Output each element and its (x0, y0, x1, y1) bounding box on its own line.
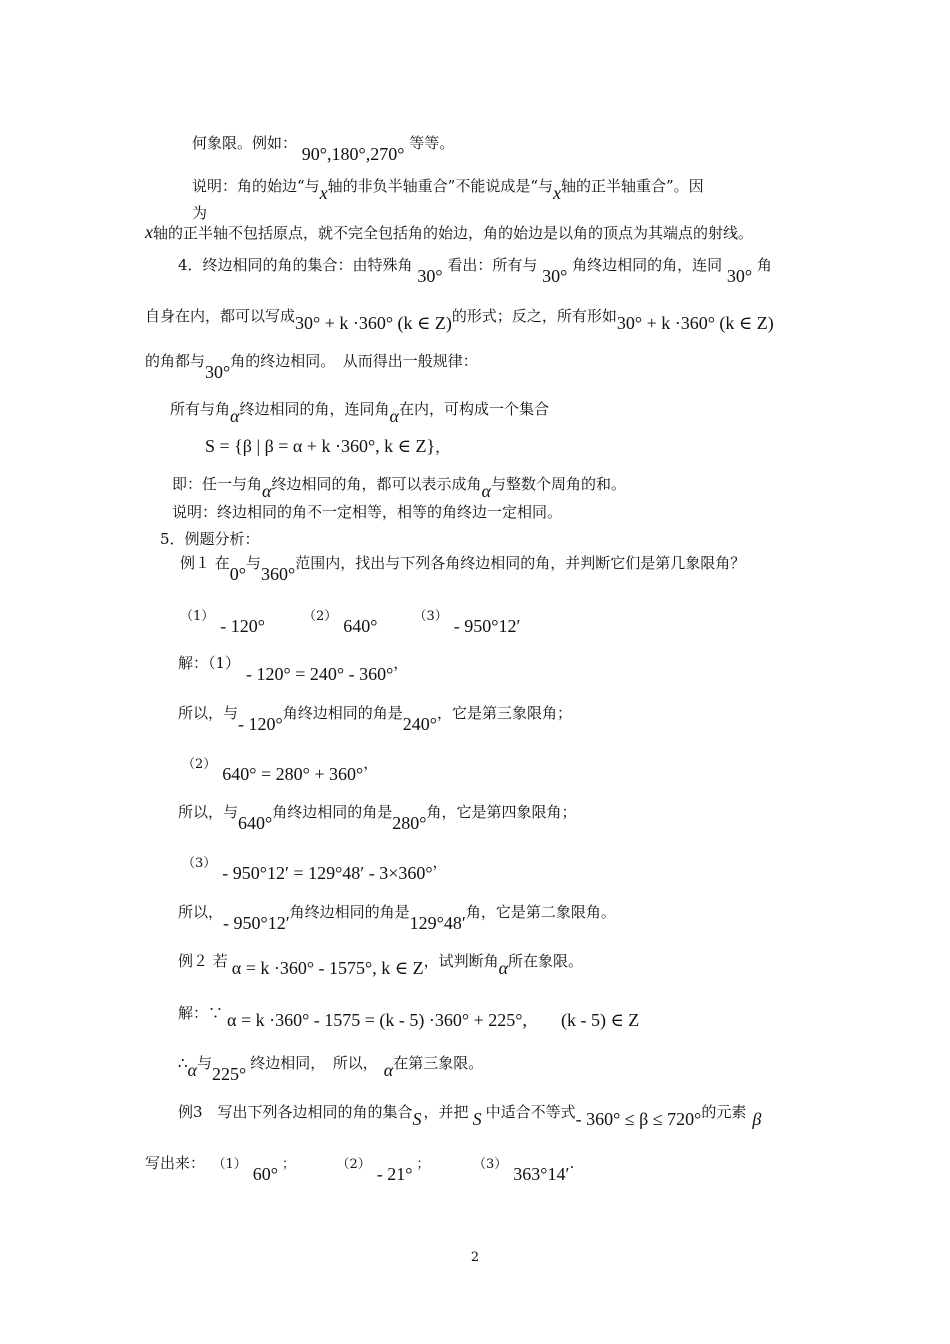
text: 的角都与 (145, 352, 206, 370)
item-number: （2） (343, 1157, 371, 1172)
math-expression: 90°,180°,270° (301, 144, 405, 164)
math-expression: 363°14′ (513, 1164, 570, 1184)
text: 解：（1） (178, 654, 241, 672)
text: 中适合不等式 (485, 1103, 576, 1121)
text: 例3 写出下列各边相同的角的集合 (178, 1103, 413, 1121)
math-variable: x (145, 222, 153, 242)
text: ， (432, 853, 448, 871)
math-expression: 30° (417, 266, 443, 286)
text: ，它是第三象限角； (436, 704, 572, 722)
text: ； (416, 1157, 430, 1172)
text-line-14 (180, 604, 521, 636)
math-expression: 30° (542, 266, 568, 286)
text: 所有与角 (170, 400, 231, 418)
math-expression: α = k ·360° - 1575°, k ∈ Z (231, 958, 424, 978)
text: ∴ (178, 1054, 188, 1072)
math-expression: 640° = 280° + 360° (222, 764, 364, 784)
math-expression: 30° (726, 266, 753, 286)
text: 的元素 (701, 1103, 747, 1121)
text: ； (282, 1157, 296, 1172)
text-line-9 (205, 436, 450, 457)
math-expression: 30° + k ·360° (k ∈ Z) (616, 313, 774, 333)
math-variable: α (389, 406, 399, 426)
text: 说明：终边相同的角不一定相等，相等的角终边一定相同。 (172, 503, 563, 521)
text: 角终边相同的角，连同 (572, 256, 723, 274)
text: 何象限。例如： (192, 134, 298, 152)
text-line-7 (145, 350, 478, 382)
math-expression: 0° (229, 564, 246, 584)
item-number: （3） (182, 856, 217, 871)
text: 与 (245, 554, 261, 572)
text-line-24 (178, 1101, 762, 1129)
text: 所在象限。 (508, 952, 584, 970)
text: 与整数个周角的和。 (490, 475, 626, 493)
text: 角 (756, 256, 772, 274)
math-expression: - 360° ≤ β ≤ 720° (575, 1109, 702, 1129)
text: 范围内，找出与下列各角终边相同的角，并判断它们是第几象限角？ (295, 554, 746, 572)
text: 的形式；反之，所有形如 (451, 307, 617, 325)
math-expression: 60° (252, 1164, 278, 1184)
math-expression: - 950°12′ (223, 913, 290, 933)
text: 轴的非负半轴重合”不能说成是“与 (327, 177, 554, 195)
text-line-10 (172, 473, 626, 501)
math-expression: S = {β | β = α + k ·360°, k ∈ Z} (205, 436, 436, 456)
text: ， (393, 654, 409, 672)
text-line-17 (182, 752, 379, 784)
text: 解：∵ (178, 1004, 224, 1022)
math-expression: (k - 5) ∈ Z (560, 1010, 640, 1030)
text: 例２ 若 (178, 952, 228, 970)
text: 与 (197, 1054, 213, 1072)
text: 例１ 在 (180, 554, 230, 572)
text-line-22 (178, 1002, 640, 1030)
math-expression: 280° (392, 813, 427, 833)
text: 在内，可构成一个集合 (398, 400, 549, 418)
text-line-23 (178, 1052, 484, 1084)
math-expression: - 120° (238, 714, 283, 734)
text-line-21 (178, 950, 584, 978)
text: ， (435, 438, 451, 456)
text-line-5 (178, 254, 772, 286)
math-expression: - 120° (220, 616, 265, 636)
item-number: （1） (180, 609, 215, 624)
text-line-8 (170, 398, 549, 426)
item-number: （1） (219, 1157, 247, 1172)
text-line-19 (182, 851, 448, 883)
math-expression: - 120° = 240° - 360° (246, 664, 394, 684)
text-line-11 (172, 502, 562, 522)
text: 为 (192, 204, 208, 222)
page-number: 2 (470, 1250, 480, 1265)
text-line-1 (192, 132, 455, 164)
math-expression: α = k ·360° - 1575 = (k - 5) ·360° + 225°, (227, 1010, 527, 1030)
math-variable: β (752, 1109, 762, 1129)
text: ，试判断角 (423, 952, 499, 970)
math-variable: S (472, 1109, 482, 1129)
math-expression: 640° (238, 813, 273, 833)
math-variable: α (187, 1060, 197, 1080)
math-variable: α (498, 958, 509, 978)
text: 终边相同的角，都可以表示成角 (271, 475, 482, 493)
text: 4．终边相同的角的集合：由特殊角 (178, 256, 413, 274)
text: 角终边相同的角是 (289, 903, 410, 921)
text-line-20 (178, 901, 616, 933)
text: 看出：所有与 (447, 256, 538, 274)
text-line-25 (145, 1152, 575, 1184)
text: 等等。 (409, 134, 455, 152)
text-line-13 (180, 552, 746, 584)
text: 所以， (178, 903, 224, 921)
text: 终边相同， 所以， (250, 1054, 378, 1072)
text: 角，它是第四象限角； (426, 803, 577, 821)
math-variable: x (319, 183, 328, 203)
text: . (569, 1154, 575, 1172)
text-line-18 (178, 801, 577, 833)
text: 角终边相同的角是 (272, 803, 393, 821)
text: 即：任一与角 (172, 475, 263, 493)
text: 轴的正半轴不包括原点，就不完全包括角的始边，角的始边是以角的顶点为其端点的射线。 (153, 224, 754, 242)
math-variable: α (383, 1060, 394, 1080)
math-variable: S (412, 1109, 422, 1129)
math-expression: 640° (343, 616, 378, 636)
text: 在第三象限。 (393, 1054, 484, 1072)
item-number: （2） (182, 757, 217, 772)
math-expression: 30° + k ·360° (k ∈ Z) (295, 313, 452, 333)
math-variable: α (262, 481, 272, 501)
text: 5．例题分析： (160, 530, 260, 548)
math-expression: - 21° (376, 1164, 413, 1184)
text: 说明：角的始边“与 (192, 177, 320, 195)
text-line-12 (160, 529, 260, 549)
math-variable: x (553, 183, 562, 203)
text-line-3 (192, 203, 207, 223)
math-expression: 30° (205, 362, 231, 382)
item-number: （3） (413, 609, 448, 624)
text-line-6 (145, 305, 774, 333)
math-expression: - 950°12′ = 129°48′ - 3×360° (222, 863, 433, 883)
math-expression: 129°48′ (409, 913, 466, 933)
math-variable: α (481, 481, 491, 501)
text: 角的终边相同。 从而得出一般规律： (230, 352, 478, 370)
text-line-2 (192, 175, 704, 203)
text: ，并把 (423, 1103, 469, 1121)
math-variable: α (230, 406, 240, 426)
text: 所以，与 (178, 803, 239, 821)
text: ， (363, 754, 379, 772)
text: 写出来： (145, 1154, 206, 1172)
math-expression: 240° (402, 714, 437, 734)
item-number: （2） (302, 609, 338, 624)
text: 自身在内，都可以写成 (145, 307, 296, 325)
math-expression: 225° (212, 1064, 247, 1084)
text: 所以，与 (178, 704, 239, 722)
text: 终边相同的角，连同角 (239, 400, 390, 418)
text-line-4 (145, 222, 753, 243)
math-expression: 360° (261, 564, 296, 584)
math-expression: - 950°12′ (453, 616, 521, 636)
text: 轴的正半轴重合”。因 (561, 177, 704, 195)
text: 角，它是第二象限角。 (465, 903, 616, 921)
text: 角终边相同的角是 (282, 704, 403, 722)
item-number: （3） (479, 1157, 508, 1172)
text-line-15 (178, 652, 409, 684)
text-line-16 (178, 702, 572, 734)
